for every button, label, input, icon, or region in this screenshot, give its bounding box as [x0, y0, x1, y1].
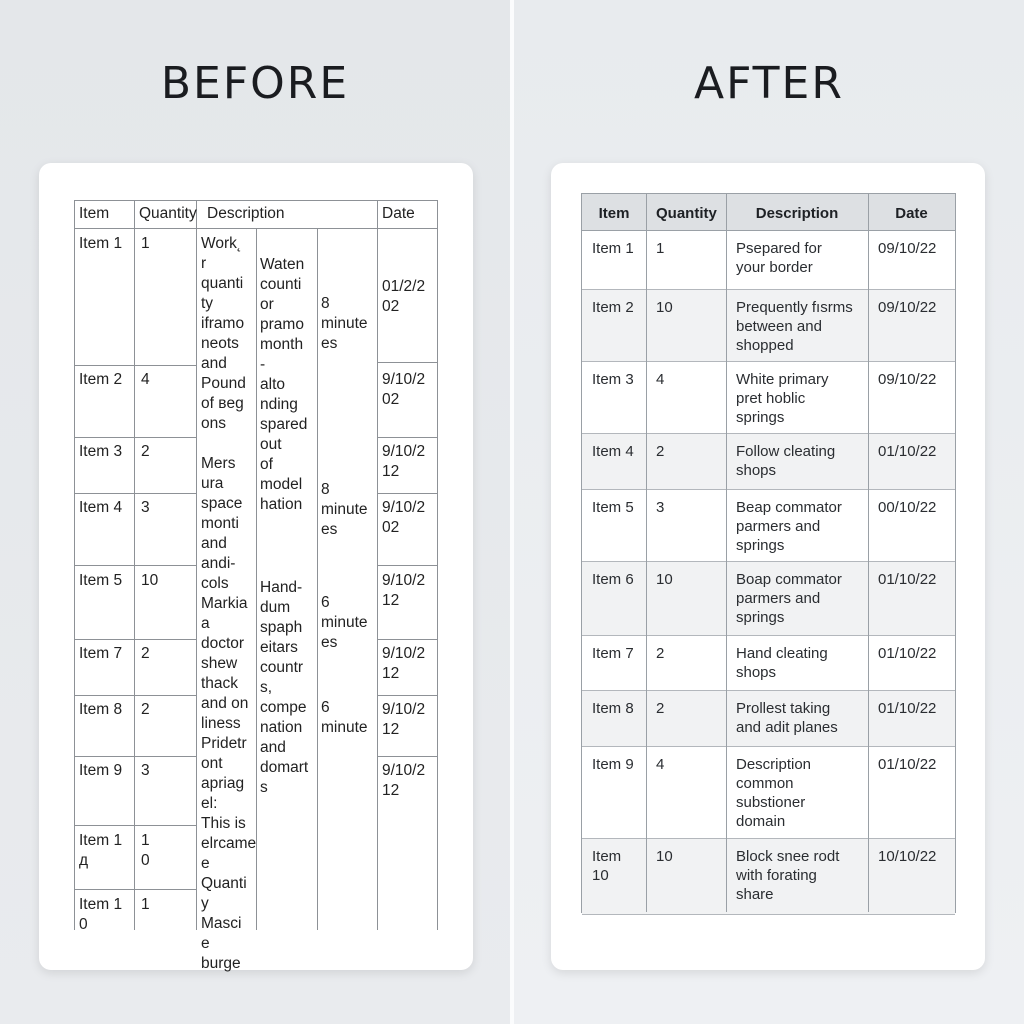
before-heading: BEFORE [160, 58, 350, 109]
before-minutes-text: 8 minute es [321, 481, 368, 538]
before-minutes-text: 6 minute es [321, 594, 368, 651]
after-description-cell: Block snee rodt with forating share [736, 848, 840, 903]
before-description-text: Work˛ r quanti ty iframo neots and Pound of вeg ons Mers ura space monti and andi- cols Markia a doctor shew thack and on liness Pridetr ont apriag el: This is elrcame e Quanti y Masci e burge [201, 235, 257, 972]
before-minutes-text: 6 minute [321, 699, 368, 736]
after-table [581, 193, 956, 913]
before-item-cell: Item 9 [79, 762, 123, 779]
after-date-cell: 01/10/22 [878, 645, 937, 662]
before-hline [74, 437, 196, 438]
before-quantity-cell: 2 [141, 645, 150, 662]
before-date-cell: 9/10/2 02 [382, 499, 426, 536]
after-table-row [582, 636, 955, 691]
after-date-cell: 09/10/22 [878, 371, 937, 388]
before-hline [377, 639, 438, 640]
after-heading: AFTER [694, 58, 844, 109]
after-header-cell: Item [598, 205, 630, 222]
after-quantity-cell: 4 [656, 371, 665, 388]
after-date-cell: 01/10/22 [878, 756, 937, 773]
before-item-cell: Item 1 д [79, 832, 123, 869]
after-header-cell: Quantity [656, 205, 717, 222]
after-quantity-cell: 4 [656, 756, 665, 773]
before-hline [377, 565, 438, 566]
before-date-cell: 9/10/2 12 [382, 701, 426, 738]
before-item-cell: Item 8 [79, 701, 123, 718]
before-item-cell: Item 7 [79, 645, 123, 662]
after-table-row [582, 691, 955, 747]
after-table-row [582, 747, 955, 839]
after-description-cell: Hand cleating shops [736, 645, 828, 681]
before-vline [196, 200, 197, 930]
before-quantity-cell: 4 [141, 371, 150, 388]
after-item-cell: Item 1 [592, 240, 634, 257]
before-item-cell: Item 3 [79, 443, 123, 460]
before-quantity-cell: 3 [141, 499, 150, 516]
after-item-cell: Item 2 [592, 299, 634, 316]
before-description-text: Hand- dum spaph eitars countr s, compe nation and domart s [260, 579, 309, 796]
before-quantity-cell: 2 [141, 443, 150, 460]
after-description-cell: Follow cleating shops [736, 443, 836, 479]
before-hline [377, 362, 438, 363]
before-hline [74, 565, 196, 566]
before-hline [74, 200, 438, 201]
before-hline [74, 756, 196, 757]
after-table-row [582, 231, 955, 290]
after-date-cell: 00/10/22 [878, 499, 937, 516]
before-hline [377, 437, 438, 438]
before-item-cell: Item 5 [79, 572, 123, 589]
before-item-cell: Item 2 [79, 371, 123, 388]
before-vline [317, 228, 318, 930]
after-table-row [582, 362, 955, 434]
before-hline [377, 756, 438, 757]
before-item-cell: Item 1 [79, 235, 123, 252]
after-header-cell: Date [895, 205, 928, 222]
after-quantity-cell: 2 [656, 645, 665, 662]
before-quantity-cell: 3 [141, 762, 150, 779]
before-date-cell: 9/10/2 12 [382, 572, 426, 609]
after-header-cell: Description [755, 205, 839, 222]
after-header-row [582, 194, 955, 231]
after-column-divider [868, 194, 869, 912]
after-quantity-cell: 10 [656, 299, 673, 316]
after-panel [514, 0, 1024, 1024]
before-quantity-cell: 1 [141, 896, 150, 913]
after-table-row [582, 290, 955, 362]
after-description-cell: Beap commator parmers and springs [736, 499, 842, 554]
after-quantity-cell: 2 [656, 443, 665, 460]
after-date-cell: 10/10/22 [878, 848, 937, 865]
after-card [551, 163, 985, 970]
before-quantity-cell: 2 [141, 701, 150, 718]
after-quantity-cell: 2 [656, 700, 665, 717]
before-hline [377, 695, 438, 696]
before-date-cell: 9/10/2 12 [382, 443, 426, 480]
after-date-cell: 01/10/22 [878, 571, 937, 588]
before-item-cell: Item 1 0 [79, 896, 123, 933]
before-hline [74, 365, 196, 366]
after-table-row [582, 434, 955, 490]
before-header-cell: Item [79, 205, 110, 222]
before-hline [74, 889, 196, 890]
before-hline [74, 493, 196, 494]
after-item-cell: Item 8 [592, 700, 634, 717]
after-quantity-cell: 1 [656, 240, 665, 257]
after-item-cell: Item 6 [592, 571, 634, 588]
after-description-cell: Boap commator parmers and springs [736, 571, 842, 626]
before-date-cell: 01/2/2 02 [382, 278, 426, 315]
after-date-cell: 09/10/22 [878, 299, 937, 316]
before-quantity-cell: 1 0 [141, 832, 150, 869]
after-item-cell: Item 3 [592, 371, 634, 388]
after-column-divider [646, 194, 647, 912]
after-description-cell: Description common substioner domain [736, 756, 812, 830]
after-table-row [582, 490, 955, 562]
before-hline [74, 695, 196, 696]
before-date-cell: 9/10/2 12 [382, 645, 426, 682]
before-hline [74, 639, 196, 640]
before-description-text: Waten counti or pramo month - alto nding spared out of model hation [260, 256, 308, 513]
before-minutes-text: 8 minute es [321, 295, 368, 352]
before-header-cell: Description [207, 205, 285, 222]
before-date-cell: 9/10/2 02 [382, 371, 426, 408]
before-date-cell: 9/10/2 12 [382, 762, 426, 799]
after-quantity-cell: 10 [656, 848, 673, 865]
before-header-cell: Date [382, 205, 415, 222]
after-date-cell: 01/10/22 [878, 700, 937, 717]
after-table-row [582, 839, 955, 915]
after-description-cell: White primary pret hoblic springs [736, 371, 829, 426]
after-description-cell: Psepared for your border [736, 240, 822, 276]
before-item-cell: Item 4 [79, 499, 123, 516]
before-hline [377, 493, 438, 494]
before-quantity-cell: 10 [141, 572, 159, 589]
before-table [74, 200, 438, 972]
after-quantity-cell: 10 [656, 571, 673, 588]
after-column-divider [726, 194, 727, 912]
after-item-cell: Item 10 [592, 848, 622, 884]
before-panel [0, 0, 510, 1024]
after-quantity-cell: 3 [656, 499, 665, 516]
before-hline [74, 228, 438, 229]
after-description-cell: Prollest taking and adit planes [736, 700, 838, 736]
after-item-cell: Item 5 [592, 499, 634, 516]
after-date-cell: 01/10/22 [878, 443, 937, 460]
before-header-cell: Quantity [139, 205, 197, 222]
after-item-cell: Item 7 [592, 645, 634, 662]
after-item-cell: Item 9 [592, 756, 634, 773]
before-hline [74, 825, 196, 826]
after-table-row [582, 562, 955, 636]
after-date-cell: 09/10/22 [878, 240, 937, 257]
before-card [39, 163, 473, 970]
after-item-cell: Item 4 [592, 443, 634, 460]
before-quantity-cell: 1 [141, 235, 150, 252]
after-description-cell: Prequently fısrms between and shopped [736, 299, 853, 354]
before-vline [256, 228, 257, 930]
